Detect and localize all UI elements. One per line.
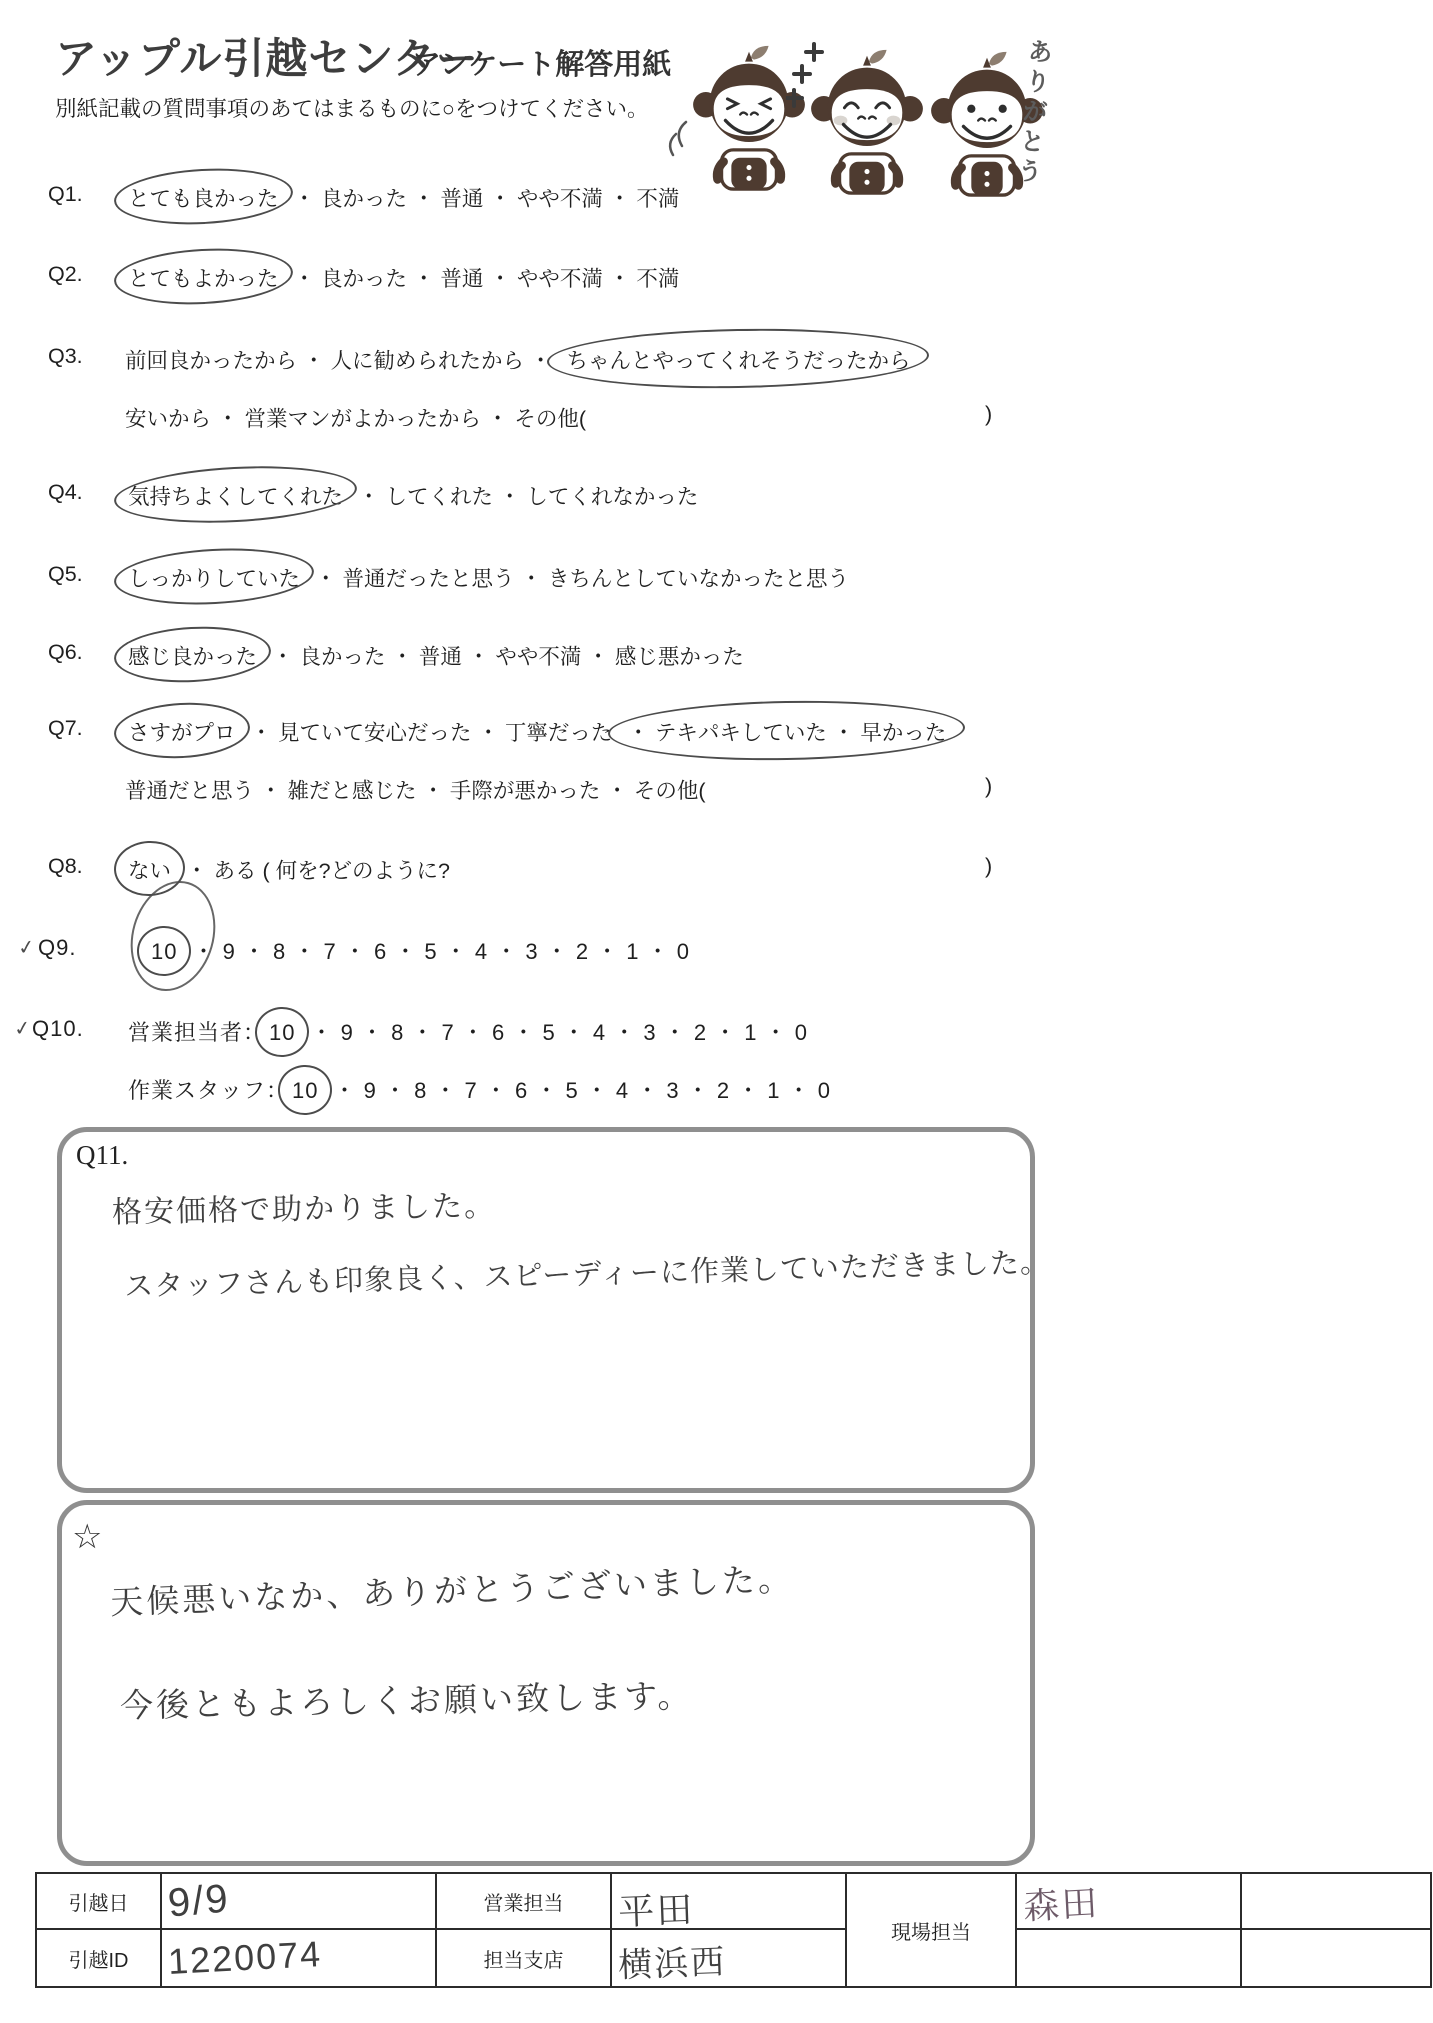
option-text: 前回良かったから ・ 人に勧められたから ・	[125, 349, 552, 373]
option-circled: しっかりしていた	[125, 562, 303, 593]
monkey-mascot-icon	[808, 46, 926, 198]
option-circled: 気持ちよくしてくれた	[125, 480, 346, 511]
checkmark: ✓	[16, 935, 38, 961]
move-id-value: 1220074	[167, 1932, 324, 1983]
option-text: ・ 良かった ・ 普通 ・ やや不満 ・ 不満	[293, 187, 680, 211]
brand-title: アップル引越センター	[55, 35, 479, 82]
question-row-q2	[0, 262, 1433, 296]
question-label: Q9.	[38, 935, 77, 960]
question-row-q4	[0, 480, 1433, 514]
question-row-q5	[0, 562, 1433, 596]
question-row-q7-line2	[0, 774, 1433, 808]
question-row-q1	[0, 182, 1433, 216]
move-date-label: 引越日	[36, 1873, 161, 1929]
scale-values: ・ 9 ・ 8 ・ 7 ・ 6 ・ 5 ・ 4 ・ 3 ・ 2 ・ 1 ・ 0	[333, 1078, 831, 1103]
site-label: 現場担当	[846, 1873, 1016, 1987]
option-circled: ・ テキパキしていた ・ 早かった	[624, 716, 949, 747]
close-paren: )	[985, 854, 993, 878]
sales-value: 平田	[617, 1888, 696, 1933]
option-text: ・ 見ていて安心だった ・ 丁寧だった	[250, 721, 613, 745]
checkmark: ✓	[12, 1016, 34, 1042]
option-circled: 10	[148, 939, 180, 965]
star-comment-box	[57, 1500, 1035, 1866]
handwritten-comment-line: スタッフさんも印象良く、スピーディーに作業していただきました。	[123, 1246, 1051, 1304]
sales-label: 営業担当	[436, 1873, 611, 1929]
question-row-q3	[0, 344, 1433, 378]
thanks-vertical-text: ありがとう	[1012, 37, 1054, 189]
branch-label: 担当支店	[436, 1929, 611, 1987]
option-circled: ちゃんとやってくれそうだったから	[563, 344, 913, 375]
move-id-cell	[161, 1929, 436, 1987]
close-paren: )	[985, 774, 993, 798]
empty-cell	[1241, 1929, 1431, 1987]
option-circled: ない	[125, 854, 174, 885]
site-value: 森田	[1022, 1882, 1101, 1927]
option-text: 安いから ・ 営業マンがよかったから ・ その他(	[125, 407, 587, 431]
scale-row-label: 営業担当者：	[128, 1020, 267, 1045]
question-label: Q4.	[48, 480, 83, 504]
option-circled: とても良かった	[125, 182, 282, 213]
form-subtitle: アンケート解答用紙	[412, 49, 672, 81]
question-label: Q8.	[48, 854, 83, 878]
question-row-q10-line2	[0, 1074, 1433, 1108]
move-date-value: 9/9	[166, 1876, 232, 1926]
option-text: ・ 良かった ・ 普通 ・ やや不満 ・ 感じ悪かった	[272, 645, 744, 669]
question-row-q8	[0, 854, 1433, 888]
option-circled: とてもよかった	[125, 262, 282, 293]
option-text: ・ 良かった ・ 普通 ・ やや不満 ・ 不満	[293, 267, 680, 291]
handwritten-comment-line: 今後ともよろしくお願い致します。	[119, 1676, 694, 1725]
move-date-cell	[161, 1873, 436, 1929]
question-label: Q2.	[48, 262, 83, 286]
option-circled: 感じ良かった	[125, 640, 260, 671]
option-circled: 10	[266, 1020, 298, 1046]
question-row-q7	[0, 716, 1433, 750]
option-text: ・ 普通だったと思う ・ きちんとしていなかったと思う	[315, 567, 849, 591]
empty-cell	[1241, 1873, 1431, 1929]
question-label: Q5.	[48, 562, 83, 586]
scale-row-label: 作業スタッフ：	[128, 1078, 290, 1103]
close-paren: )	[985, 402, 993, 426]
scale-values: ・ 9 ・ 8 ・ 7 ・ 6 ・ 5 ・ 4 ・ 3 ・ 2 ・ 1 ・ 0	[310, 1020, 808, 1045]
handwritten-comment-line: 天候悪いなか、ありがとうございました。	[109, 1560, 795, 1621]
question-row-q9	[0, 935, 1433, 969]
question-row-q6	[0, 640, 1433, 674]
option-circled: 10	[289, 1078, 321, 1104]
branch-value: 横浜西	[617, 1943, 727, 1985]
branch-cell	[611, 1929, 846, 1987]
site-cell	[1016, 1873, 1241, 1929]
option-text: 普通だと思う ・ 雑だと感じた ・ 手際が悪かった ・ その他(	[125, 779, 706, 803]
star-icon: ☆	[72, 1518, 103, 1556]
question-label: Q6.	[48, 640, 83, 664]
empty-cell	[1016, 1929, 1241, 1987]
option-text: ・ してくれた ・ してくれなかった	[358, 485, 699, 509]
question-label: Q7.	[48, 716, 83, 740]
instruction-text: 別紙記載の質問事項のあてはまるものに○をつけてください。	[55, 97, 649, 121]
sales-cell	[611, 1873, 846, 1933]
footer-table	[35, 1872, 1432, 1988]
scale-values: ・ 9 ・ 8 ・ 7 ・ 6 ・ 5 ・ 4 ・ 3 ・ 2 ・ 1 ・ 0	[192, 939, 690, 964]
question-label: Q3.	[48, 344, 83, 368]
move-id-label: 引越ID	[36, 1929, 161, 1987]
question-row-q10	[0, 1016, 1433, 1050]
option-text: ・ ある ( 何を?どのように?	[186, 859, 451, 883]
q11-label: Q11.	[76, 1140, 129, 1170]
handwritten-comment-line: 格安価格で助かりました。	[111, 1189, 497, 1230]
question-label: Q1.	[48, 182, 83, 206]
option-circled: さすがプロ	[125, 716, 239, 747]
q11-comment-box	[57, 1127, 1051, 1493]
question-row-q3-line2	[0, 402, 1433, 436]
question-label: Q10.	[32, 1016, 84, 1041]
